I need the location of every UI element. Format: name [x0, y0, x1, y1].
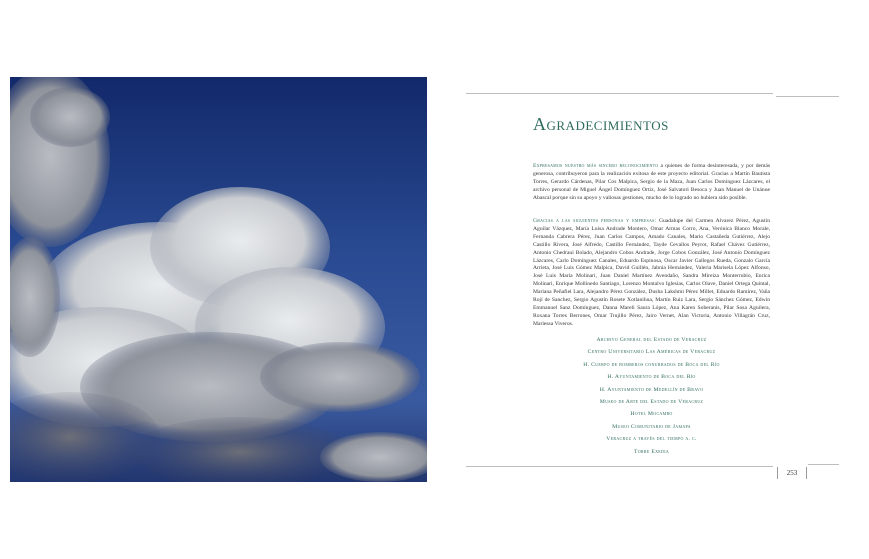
institutions-list — [533, 334, 770, 458]
thanks-paragraph — [533, 218, 770, 329]
top-rule-extension — [776, 96, 839, 97]
institution-item: Museo de Arte del Estado de Veracruz — [599, 398, 704, 405]
bottom-rule-extension — [808, 464, 839, 465]
acknowledgement-paragraph — [533, 163, 770, 203]
bottom-rule — [466, 466, 773, 467]
institution-item: Archivo General del Estado de Veracruz — [596, 337, 707, 343]
paragraph-lead: Expresamos nuestro más sincero reconocimiento — [533, 163, 659, 169]
institution-item: Veracruz a través del tiempo a. c. — [606, 436, 697, 443]
paragraph-text: a quienes de forma desinteresada, y por demás generosa, contribuyeron para la realización exitosa de este proyecto editorial. Gracias a Martín Bautista Torres, Gerardo Cárdenas, Pilar Cos Malpica, Sergio de la Maza, Juan Carlos Domínguez Lázcares, el archivo personal de Miguel Ángel Domínguez Ortiz, José Salvatori Besoca y Juan Manuel de Unánue Abascal porque sin su apoyo y valiosas gestiones, mucho de lo logrado no hubiera sido posible. — [533, 163, 770, 201]
cloud-sky-photo — [10, 77, 427, 482]
institution-item: Centro Universitario Las Américas de Veracruz — [587, 349, 716, 356]
page-title: Agradecimientos — [533, 114, 669, 134]
institution-item: Torre Exedia — [633, 448, 670, 455]
institution-item: H. Cuerpo de bomberos conurbados de Boca del Río — [583, 361, 720, 368]
institution-item: Museo Comunitario de Jamapa — [612, 423, 691, 430]
top-rule — [466, 93, 773, 94]
institution-item: Hotel Mocambo — [630, 411, 673, 418]
institution-item: H. Ayuntamiento de Medellín de Bravo — [599, 386, 704, 393]
page-number: 253 — [777, 467, 807, 479]
institution-item: H. Ayuntamiento de Boca del Río — [607, 374, 696, 381]
paragraph-text: Guadalupe del Carmen Alvarez Pérez, Agustín Aguilar Vázquez, María Luisa Andrade Montero, Omar Armas Corro, Ana, Verónica Blanco Morale, Fernanda Cabrera Pérez, Juan Carlos Campos, Amado Canales, Mario Castañeda Gutiérrez, Alejo Castillo Rivera, José Alfredo, Castillo Fernández, Tayde Cevallos Peyrot, Rafael Chávez Gutiérrez, Antonio Chedraui Bolado, Alejandro Cobos Andrade, Jorge Cobos González, José Antonio Domínguez Lázcares, Carlo Domínguez Canales, Eduardo Espinosa, Oscar Javier Gallegos Rueda, Gonzalo García Arrieta, José Luis Gómez Malpica, David Guillén, Jabnia Hernández, Valeria Marisela López Alfonso, José Luis María Molinari, Juan Daniel Martínez Avendaño, Sandra Mireiza Monterrubio, Enrica Molinari, Enrique Mollinedo Santiago, Lorenzo Montalvo Iglesias, Carlos Olave, Daniel Ortega Quintal, Mariana Peñafiel Lara, Alejandro Pérez González, Dusha Lakshmi Pérez Millet, Eduardo Ramírez, Vaña Rojí de Sanchez, Sergio Agustín Rosete Xotlanihua, Martín Ruiz Lara, Sergio Sánchez Gómez, Edwin Emmanuel Sanz Domínguez, Danna Mareli Saura López, Ana Karen Soberanis, Pilar Sosa Aguilera, Roxana Torres Berrones, Omar Trujillo Pérez, Jairo Vernet, Alan Victoria, Antonio Villagrán Cruz, Mariessa Viveros. — [533, 218, 770, 327]
paragraph-lead: Gracias a las siguientes personas y empresas: — [533, 218, 657, 224]
